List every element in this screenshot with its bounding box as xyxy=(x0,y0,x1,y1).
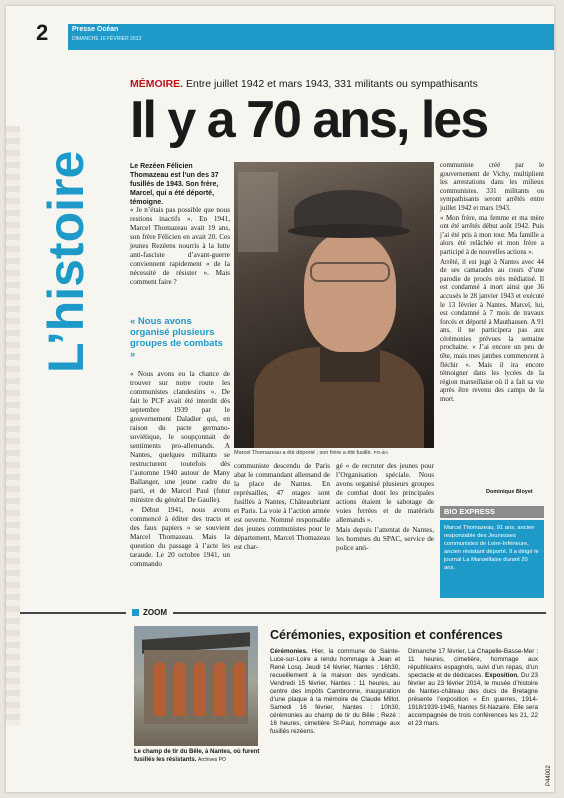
paragraph: gé « de recruter des jeunes pour l’Organisation spéciale. Nous avons organisé plusieurs groupes de combat dont les principales actions étaient le sabotage de voies ferrées et de matériels allemands ». xyxy=(336,462,434,524)
article-column-1b xyxy=(130,370,230,570)
photo-statue xyxy=(154,662,166,716)
zoom-photo-caption xyxy=(134,748,264,764)
zoom-text: Du 23 février au 23 février 2014, le musée d’histoire de Nantes-château des ducs de Bretagne présente l’exposition « En guerres, 1914-1918/1939-1945, Nantes St-Nazaire. Elle sera accompagnée de trois conférences les 21, 22 et 23 mars. xyxy=(408,672,539,727)
zoom-photo-credit: Archives PO xyxy=(198,757,226,763)
issue-date: DIMANCHE 16 FÉVRIER 2013 xyxy=(72,36,142,42)
bio-text: Marcel Thomazeau, 91 ans, ancien responsable des Jeunesses communistes de Loire-Inférieure, ancien résistant déporté. Il a dirigé le journal La Marseillaise durant 20 ans. xyxy=(440,520,544,598)
article-column-2 xyxy=(234,462,330,553)
paragraph: « Début 1941, nous avons commencé à éditer des tracts et des faux papiers » se souvient Marcel Thomazeau. Mais la question du passage à l’acte les taraude. Le 20 octobre 1941, un commando xyxy=(130,506,230,568)
section-label-text: L’histoire xyxy=(38,150,94,373)
paragraph: communiste créé par le gouvernement de Vichy, multiplient les arrestations dans les milieux communistes. 331 militants ou sympathisants seront arrêtés entre juillet 1942 et mars 1943. xyxy=(440,162,544,212)
portrait-photo xyxy=(234,162,434,448)
zoom-text: Dimanche 17 février, La Chapelle-Basse-Mer : 11 heures, cimetière, hommage aux républicains espagnols, suivi d’un repas, d’un spectacle et de dédicaces. xyxy=(408,648,538,679)
square-icon xyxy=(132,609,139,616)
page-number: 2 xyxy=(36,20,49,45)
adjacent-page-bleed xyxy=(6,126,20,726)
kicker-label: MÉMOIRE. xyxy=(130,78,184,90)
photo-statue xyxy=(174,662,186,716)
photo-credit: PO-dm xyxy=(373,450,388,455)
paragraph: « Nous avons eu la chance de trouver sur notre route les communistes clandestins ». De fait le PCF avait été interdit dès septembre 1939 par le gouvernement Daladier qui, en raison du pacte germano-soviétique, le soupçonnait de sentiments pro-allemands. A Nantes, quelques militants se restructurent toutefois dès l’automne 1940 autour de Many Ballanger, une jeune cadre du parti, et de Marcel Paul (futur ministre du général De Gaulle). xyxy=(130,370,230,504)
photo-statue xyxy=(194,662,206,716)
kicker-text: Entre juillet 1942 et mars 1943, 331 militants ou sympathisants xyxy=(186,78,478,90)
zoom-text: Hier, la commune de Sainte-Luce-sur-Loire a rendu hommage à Jean et René Losq. Jeudi 14 février, Nantes : 16h30, recueillement à la maison des syndicats. Vendredi 15 février, Nantes : 11 heures, au centre des impôts Cambronne, inauguration d’une plaque à la mémoire de Claude Millot. Samedi 16 février, Nantes : 10h30, cérémonies au champ de tir du Bêle ; Rezé : 16 heures, cimetière St-Paul, hommage aux fusillés rezéens. xyxy=(270,648,400,735)
zoom-lead-exposition: Exposition. xyxy=(485,672,519,679)
zoom-column-1 xyxy=(270,648,400,736)
bio-title: BIO EXPRESS xyxy=(440,506,544,518)
zoom-label xyxy=(126,607,173,619)
zoom-column-2 xyxy=(408,648,538,728)
paragraph: « Mon frère, ma femme et ma mère ont été arrêtés début août 1942. Puis j’ai été pris à mon tour. Ma famille a alors été relâchée et mon frère a participé à de nouvelles actions ». xyxy=(440,214,544,256)
zoom-photo xyxy=(134,626,258,746)
paragraph: « Je n’étais pas possible que nous restions inactifs ». En 1941, Marcel Thomazeau avait 19 ans, son frère Félicien en avait 20. Ces jeunes Rezéens nourris à la lutte anti-fasciste d’avant-guerre conviennent rapidement « de la nécessité de résister ». Mais comment faire ? xyxy=(130,206,230,286)
paragraph: communiste descendu de Paris abat le commandant allemand de la place de Nantes. En représailles, 47 otages sont fusillés à Nantes, Châteaubriant et Paris. La voie à l’action armée est ouverte. Nommé responsable des jeunes communistes pour le département, Marcel Thomazeau est char- xyxy=(234,462,330,551)
photo-cap-brim xyxy=(288,224,410,238)
article-column-1a xyxy=(130,206,230,288)
article-column-4 xyxy=(440,162,544,406)
photo-statue xyxy=(214,662,226,716)
zoom-caption-text: Le champ de tir du Bêle, à Nantes, où furent fusillés les résistants. xyxy=(134,749,260,763)
newspaper-page xyxy=(6,6,554,792)
photo-background-window xyxy=(238,172,278,252)
paragraph: Arrêté, il est jugé à Nantes avec 44 de ses camarades au cours d’une parodie de procès très médiatisé. Il est condamné à mort ainsi que 36 accusés le 28 janvier 1943 et exécuté le 13 février à Nantes. Marcel, lui, est condamné à 7 mois de travaux forcés et déporté à Mauthausen. A 91 ans, il ne participera pas aux cérémonies prévues la semaine prochaine. « J’ai encore un peu de tête, mais mes jambes commencent à fléchir ». Mais il ira encore témoigner dans les lycées de la région marseillaise où il a fait sa vie après être revenu des camps de la mort. xyxy=(440,258,544,404)
zoom-divider xyxy=(20,612,546,614)
zoom-title: Cérémonies, exposition et conférences xyxy=(270,628,503,642)
photo-caption xyxy=(234,450,434,456)
paragraph: Mais depuis l’attentat de Nantes, les hommes du SPAC, service de police anti- xyxy=(336,526,434,552)
section-label xyxy=(36,88,96,373)
photo-glasses xyxy=(310,262,390,282)
zoom-lead-ceremonies: Cérémonies. xyxy=(270,648,308,655)
photo-caption-text: Marcel Thomazeau a été déporté ; son frère a été fusillé. xyxy=(234,450,373,456)
masthead xyxy=(6,16,554,54)
production-code-text: P44002 xyxy=(546,765,552,786)
pull-quote: « Nous avons organisé plusieurs groupes de combats » xyxy=(130,316,223,360)
author-signature: Dominique Bloyet xyxy=(486,489,533,495)
photo-face xyxy=(304,232,396,352)
paper-name: Presse Océan xyxy=(72,26,119,33)
article-kicker xyxy=(130,78,478,90)
photo-statue xyxy=(234,662,246,716)
article-column-3 xyxy=(336,462,434,554)
production-code xyxy=(546,746,554,786)
article-lead: Le Rezéen Félicien Thomazeau est l’un des 37 fusillés de 1943. Son frère, Marcel, qui a été déporté, témoigne. xyxy=(130,163,219,206)
article-headline: Il y a 70 ans, les xyxy=(130,91,488,149)
zoom-label-text: ZOOM xyxy=(143,608,167,617)
